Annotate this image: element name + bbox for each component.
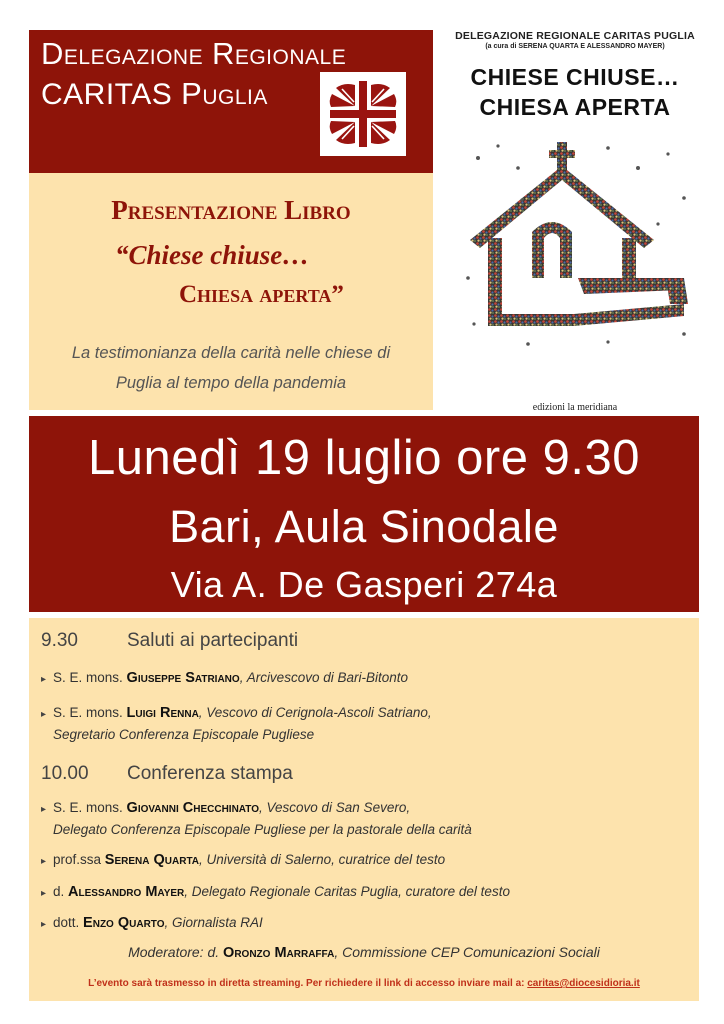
organization-header [29, 30, 433, 173]
cover-title-line-2: CHIESA APERTA [479, 94, 671, 120]
cover-publisher: DELEGAZIONE REGIONALE CARITAS PUGLIA [455, 30, 695, 42]
caritas-logo [320, 72, 406, 156]
list-item: ▸ S. E. mons. Luigi Renna, Vescovo di Cerignola-Ascoli Satriano, Segretario Conferenza Episcopale Pugliese [41, 705, 432, 742]
session-1-heading: 9.30 Saluti ai partecipanti [41, 630, 299, 651]
header-line-2: CARITAS Puglia [41, 76, 268, 111]
cover-editor: edizioni la meridiana [532, 402, 618, 413]
bullet-arrow-icon: ▸ [41, 919, 47, 930]
bullet-arrow-icon: ▸ [41, 888, 47, 899]
bullet-arrow-icon: ▸ [41, 709, 47, 720]
presentation-box [29, 173, 433, 410]
streaming-note: L’evento sarà trasmesso in diretta streaming. Per richiedere il link di accesso inviare mail a: caritas@diocesidioria.it [88, 978, 640, 989]
presentation-description: La testimonianza della carità nelle chiese di Puglia al tempo della pandemia [71, 344, 391, 392]
bullet-arrow-icon: ▸ [41, 856, 47, 867]
bullet-arrow-icon: ▸ [41, 674, 47, 685]
event-date-time: Lunedì 19 luglio ore 9.30 [88, 431, 640, 485]
cover-curators: (a cura di SERENA QUARTA E ALESSANDRO MAYER) [485, 43, 665, 50]
caritas-cross-icon [320, 72, 406, 156]
presentation-title: Presentazione Libro [111, 195, 351, 225]
header-line-1: Delegazione Regionale [41, 36, 347, 71]
list-item: ▸ d. Alessandro Mayer, Delegato Regionale Caritas Puglia, curatore del testo [41, 882, 510, 904]
list-item: ▸ dott. Enzo Quarto, Giornalista RAI [41, 913, 263, 935]
cover-title-line-1: CHIESE CHIUSE… [470, 64, 680, 90]
session-2-heading: 10.00 Conferenza stampa [41, 763, 293, 784]
event-details-band [29, 416, 699, 612]
moderator-line: Moderatore: d. Oronzo Marraffa, Commissione CEP Comunicazioni Sociali [128, 944, 600, 961]
contact-email-link[interactable]: caritas@diocesidioria.it [527, 978, 640, 989]
church-crowd-illustration [458, 128, 698, 358]
list-item: ▸ prof.ssa Serena Quarta, Università di Salerno, curatrice del testo [41, 850, 445, 872]
list-item: ▸ S. E. mons. Giovanni Checchinato, Vescovo di San Severo, Delegato Conferenza Episcopale Pugliese per la pastorale della carità [41, 800, 472, 837]
bullet-arrow-icon: ▸ [41, 804, 47, 815]
event-address: Via A. De Gasperi 274a [170, 564, 558, 605]
book-title-line-1: “Chiese chiuse… [115, 240, 310, 270]
program-box [29, 618, 699, 1001]
list-item: ▸ S. E. mons. Giuseppe Satriano, Arcivescovo di Bari-Bitonto [41, 668, 408, 690]
book-title-line-2: Chiesa aperta” [179, 281, 344, 308]
event-place: Bari, Aula Sinodale [169, 501, 559, 552]
